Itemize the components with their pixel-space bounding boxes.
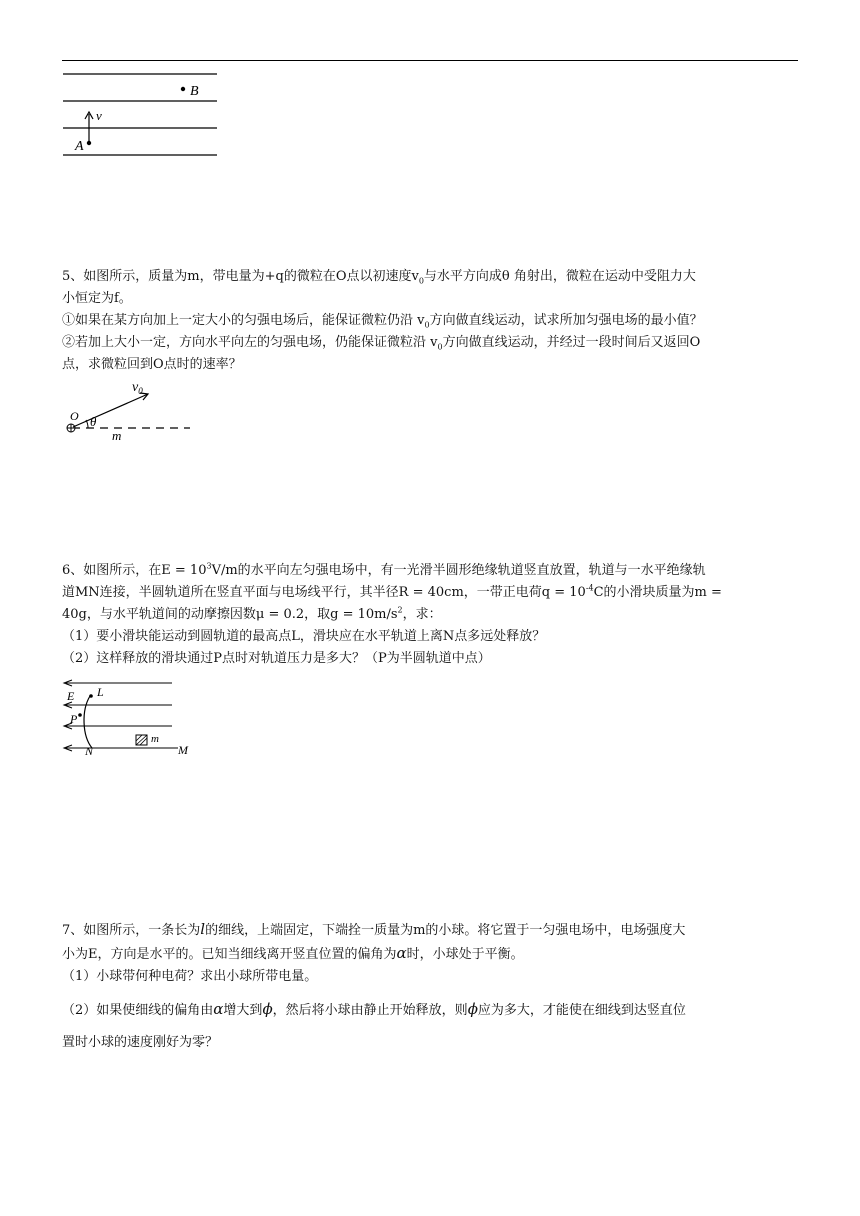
q7-line4a: （2）如果使细线的偏角由 <box>62 1003 214 1018</box>
q5-line4b: 方向做直线运动，并经过一段时间后又返回O <box>442 335 701 350</box>
q7-phi-symbol: ϕ <box>262 1000 273 1018</box>
label-m-small: m <box>151 733 159 745</box>
q6-exp3: 2 <box>397 605 403 615</box>
point-p <box>78 713 82 717</box>
figure-parallel-plates <box>60 70 220 162</box>
q5-line1: 5、如图所示，质量为m，带电量为+q的微粒在O点以初速度v <box>62 269 419 284</box>
q6-line5: （2）这样释放的滑块通过P点时对轨道压力是多大？（P为半圆轨道中点） <box>62 651 491 666</box>
velocity-v0-arrow <box>73 394 148 427</box>
question-5 <box>62 266 802 376</box>
q6-line2: 道MN连接，半圆轨道所在竖直平面与电场线平行，其半径R = 40cm，一带正电荷q = 10 <box>62 585 586 600</box>
q6-exp1: 3 <box>206 561 212 571</box>
figure-projectile <box>60 378 195 440</box>
q7-line3: （1）小球带何种电荷？求出小球所带电量。 <box>62 969 318 984</box>
q7-l-symbol: l <box>200 920 206 938</box>
q6-exp2: -4 <box>585 583 594 593</box>
label-b: B <box>190 84 199 99</box>
q5-v-sub-2: 0 <box>424 320 430 330</box>
q7-line1b: 的细线，上端固定，下端拴一质量为m的小球。将它置于一匀强电场中，电场强度大 <box>205 923 686 938</box>
label-a: A <box>75 139 84 154</box>
q7-line4c: ，然后将小球由静止开始释放，则 <box>272 1003 468 1018</box>
label-p: P <box>70 712 78 726</box>
q7-line5: 置时小球的速度刚好为零？ <box>62 1035 219 1050</box>
q7-alpha-symbol-2: α <box>213 1000 224 1018</box>
point-b <box>181 87 185 91</box>
q6-line1b: V/m的水平向左匀强电场中，有一光滑半圆形绝缘轨道竖直放置，轨道与一水平绝缘轨 <box>211 563 706 578</box>
label-v: v <box>96 108 102 123</box>
q6-line3a: 40g，与水平轨道间的动摩擦因数μ = 0.2，取g = 10m/s <box>62 607 398 622</box>
label-n: N <box>85 744 94 758</box>
question-6 <box>62 560 802 670</box>
header-rule <box>62 60 798 61</box>
q5-line3a: ①如果在某方向加上一定大小的匀强电场后，能保证微粒仍沿 v <box>62 313 425 328</box>
q7-line2b: 时，小球处于平衡。 <box>406 947 524 962</box>
point-l <box>89 694 93 698</box>
q5-line4a: ②若加上大小一定，方向水平向左的匀强电场，仍能保证微粒沿 v <box>62 335 438 350</box>
semicircle-track <box>84 696 92 748</box>
label-m-big: M <box>178 743 188 757</box>
q5-line1b: 与水平方向成θ 角射出，微粒在运动中受阻力大 <box>423 269 696 284</box>
label-m: m <box>112 428 122 440</box>
label-theta: θ <box>90 414 97 429</box>
question-7 <box>62 918 802 1054</box>
q5-v-sub: 0 <box>418 276 424 286</box>
q7-line2a: 小为E，方向是水平的。已知当细线离开竖直位置的偏角为 <box>62 947 397 962</box>
q7-line1a: 7、如图所示，一条长为 <box>62 923 201 938</box>
q7-line4b: 增大到 <box>223 1003 263 1018</box>
q7-alpha-symbol: α <box>396 944 407 962</box>
q6-line3b: ，求： <box>402 607 442 622</box>
label-v0: $v_0$ <box>132 380 143 396</box>
q7-line4d: 应为多大，才能使在细线到达竖直位 <box>477 1003 686 1018</box>
label-e: E <box>67 689 75 703</box>
label-o: O <box>70 409 79 423</box>
q6-line2b: C的小滑块质量为m = <box>593 585 722 600</box>
q5-line5: 点，求微粒回到O点时的速率？ <box>62 357 242 372</box>
q7-phi-symbol-2: ϕ <box>467 1000 478 1018</box>
figure-semicircle-track <box>60 677 195 759</box>
q6-line1a: 6、如图所示，在E = 10 <box>62 563 207 578</box>
q6-line4: （1）要小滑块能运动到圆轨道的最高点L，滑块应在水平轨道上离N点多远处释放？ <box>62 629 546 644</box>
q5-line2: 小恒定为f。 <box>62 291 132 306</box>
q5-v-sub-3: 0 <box>437 342 443 352</box>
q5-line3b: 方向做直线运动，试求所加匀强电场的最小值？ <box>429 313 703 328</box>
label-l: L <box>97 685 104 699</box>
